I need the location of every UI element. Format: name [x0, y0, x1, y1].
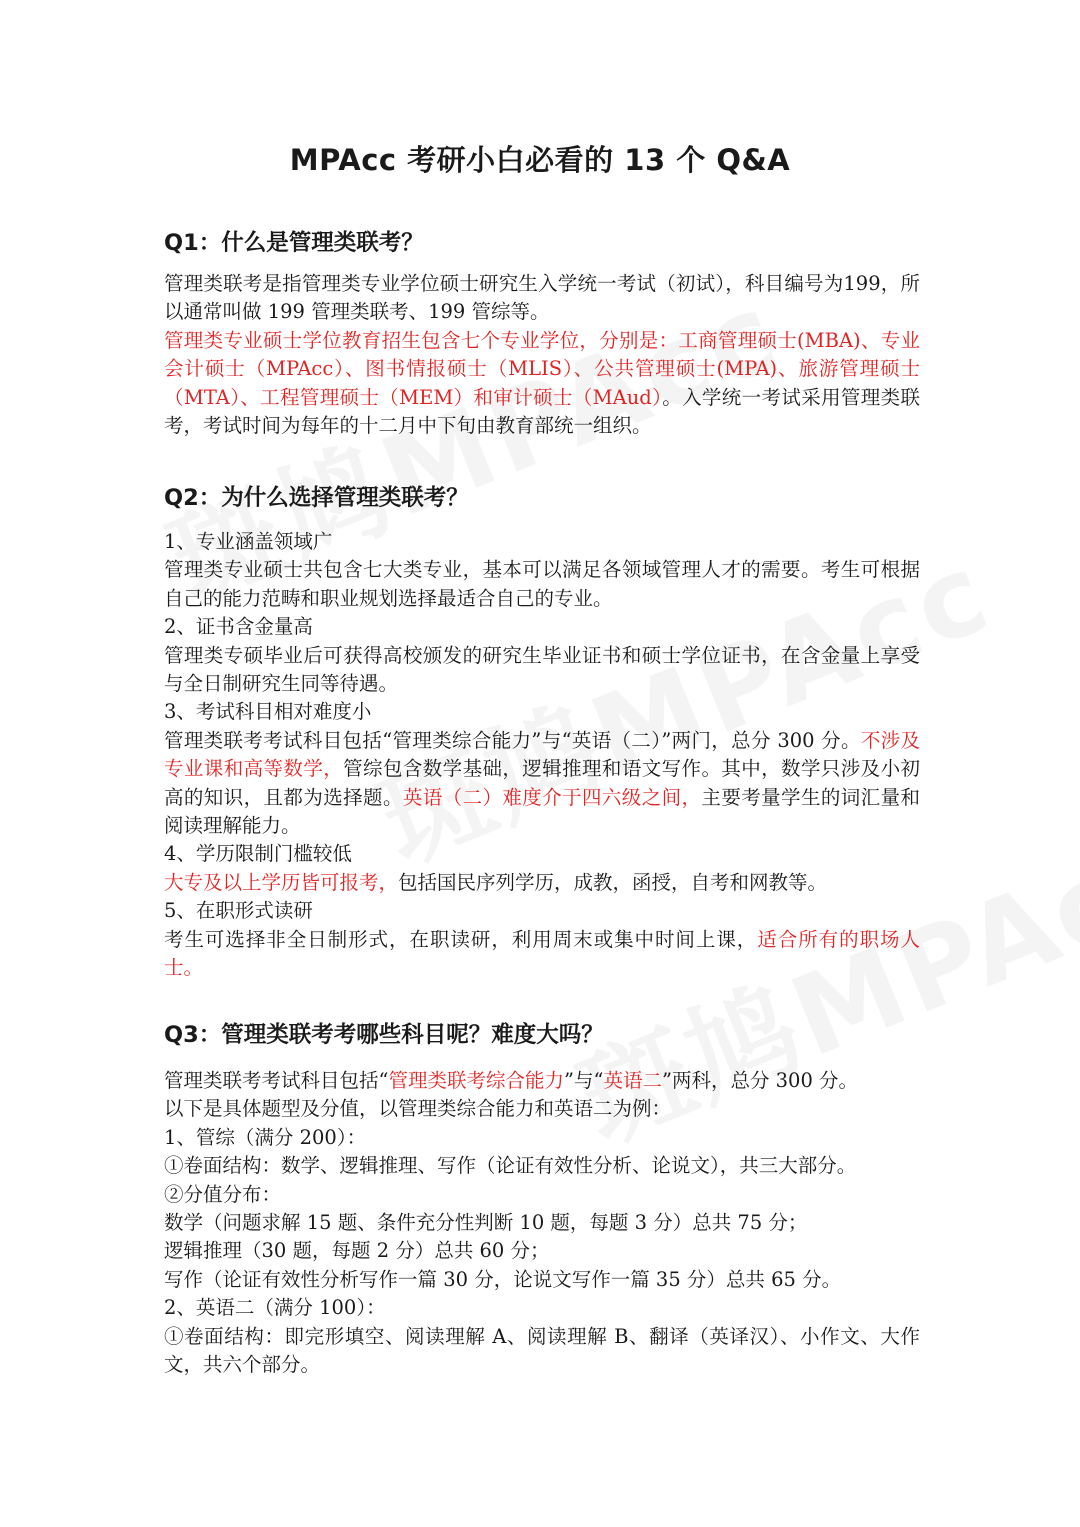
q3-line-1-b: ”与“ — [564, 1069, 604, 1092]
q2-item-3-text-a: 管理类联考考试科目包括“管理类综合能力”与“英语（二）”两门，总分 300 分。 — [164, 728, 861, 752]
q2-item-4-text: 包括国民序列学历，成教，函授，自考和网教等。 — [398, 870, 828, 894]
q3-line-1 — [164, 1067, 920, 1095]
q2-item-4-title: 4、学历限制门槛较低 — [164, 842, 352, 866]
q3-line-1-c: ”两科，总分 300 分。 — [661, 1069, 859, 1092]
q3-line-1-highlight-1: 管理类联考综合能力 — [388, 1069, 564, 1092]
q3-body — [164, 1067, 920, 1379]
section-q3 — [164, 1020, 920, 1379]
q3-line-5: ②分值分布： — [164, 1182, 282, 1206]
page-title: MPAcc 考研小白必看的 13 个 Q&A — [289, 143, 791, 177]
section-q1 — [164, 228, 920, 440]
q2-body — [164, 528, 920, 983]
q2-item-3-highlight-2: 英语（二）难度介于四六级之间， — [402, 785, 702, 809]
q2-item-4-highlight: 大专及以上学历皆可报考， — [164, 870, 399, 894]
q1-highlight: 管理类专业硕士学位教育招生包含七个专业学位，分别是：工商管理硕士(MBA)、专业会计硕士（MPAcc）、图书情报硕士（MLIS）、公共管理硕士(MPA)、旅游管理硕士（MTA）、工程管理硕士（MEM）和审计硕士（MAud） — [164, 328, 920, 409]
q2-item-3-body — [164, 727, 920, 841]
q3-line-9: 2、英语二（满分 100）： — [164, 1296, 386, 1320]
q2-item-3-text-c: 主要考量学生的词汇量和阅读理解能力。 — [164, 785, 920, 838]
q3-line-1-highlight-2: 英语二 — [603, 1069, 662, 1092]
q3-line-4: ①卷面结构：数学、逻辑推理、写作（论证有效性分析、论说文），共三大部分。 — [164, 1154, 857, 1178]
q3-line-8: 写作（论证有效性分析写作一篇 30 分，论说文写作一篇 35 分）总共 65 分。 — [164, 1267, 842, 1291]
q2-item-1-body: 管理类专业硕士共包含七大类专业，基本可以满足各领域管理人才的需要。考生可根据自己的能力范畴和职业规划选择最适合自己的专业。 — [164, 558, 920, 610]
q3-line-3: 1、管综（满分 200）： — [164, 1125, 367, 1149]
q3-line-7: 逻辑推理（30 题，每题 2 分）总共 60 分； — [164, 1239, 550, 1263]
q2-item-2-title: 2、证书含金量高 — [164, 615, 313, 639]
q2-item-5-body — [164, 926, 920, 983]
q1-body — [164, 270, 920, 440]
q3-line-1-a: 管理类联考考试科目包括“ — [164, 1069, 389, 1092]
q2-item-2-body: 管理类专硕毕业后可获得高校颁发的研究生毕业证书和硕士学位证书，在含金量上享受与全日制研究生同等待遇。 — [164, 643, 920, 696]
q2-item-3-title: 3、考试科目相对难度小 — [164, 700, 372, 724]
q2-heading: Q2：为什么选择管理类联考？ — [164, 485, 469, 511]
section-q2 — [164, 483, 920, 983]
q1-paragraph-1: 管理类联考是指管理类专业学位硕士研究生入学统一考试（初试），科目编号为199，所以通常叫做 199 管理类联考、199 管综等。 — [164, 272, 920, 324]
q1-heading: Q1：什么是管理类联考？ — [164, 230, 424, 256]
q2-item-1-title: 1、专业涵盖领域广 — [164, 530, 333, 553]
q3-heading: Q3：管理类联考考哪些科目呢？难度大吗？ — [164, 1022, 604, 1048]
q2-item-3-text-b: 管综包含数学基础，逻辑推理和语文写作。其中，数学只涉及小初高的知识，且都为选择题。 — [164, 757, 920, 809]
q2-item-3-highlight-1: 不涉及专业课和高等数学， — [164, 728, 920, 781]
q2-item-5-title: 5、在职形式读研 — [164, 899, 313, 923]
q2-item-4-body — [164, 869, 920, 897]
q1-paragraph-2-rest: 。入学统一考试采用管理类联考，考试时间为每年的十二月中下旬由教育部统一组织。 — [164, 385, 920, 438]
q3-line-2: 以下是具体题型及分值，以管理类综合能力和英语二为例： — [164, 1097, 672, 1121]
q3-line-10: ①卷面结构：即完形填空、阅读理解 A、阅读理解 B、翻译（英译汉）、小作文、大作文，共六个部分。 — [164, 1324, 920, 1377]
q1-paragraph-2 — [164, 327, 920, 441]
q2-item-5-highlight: 适合所有的职场人士。 — [164, 927, 920, 980]
q2-item-5-text: 考生可选择非全日制形式，在职读研，利用周末或集中时间上课， — [164, 927, 758, 951]
q3-line-6: 数学（问题求解 15 题、条件充分性判断 10 题，每题 3 分）总共 75 分； — [164, 1211, 808, 1235]
